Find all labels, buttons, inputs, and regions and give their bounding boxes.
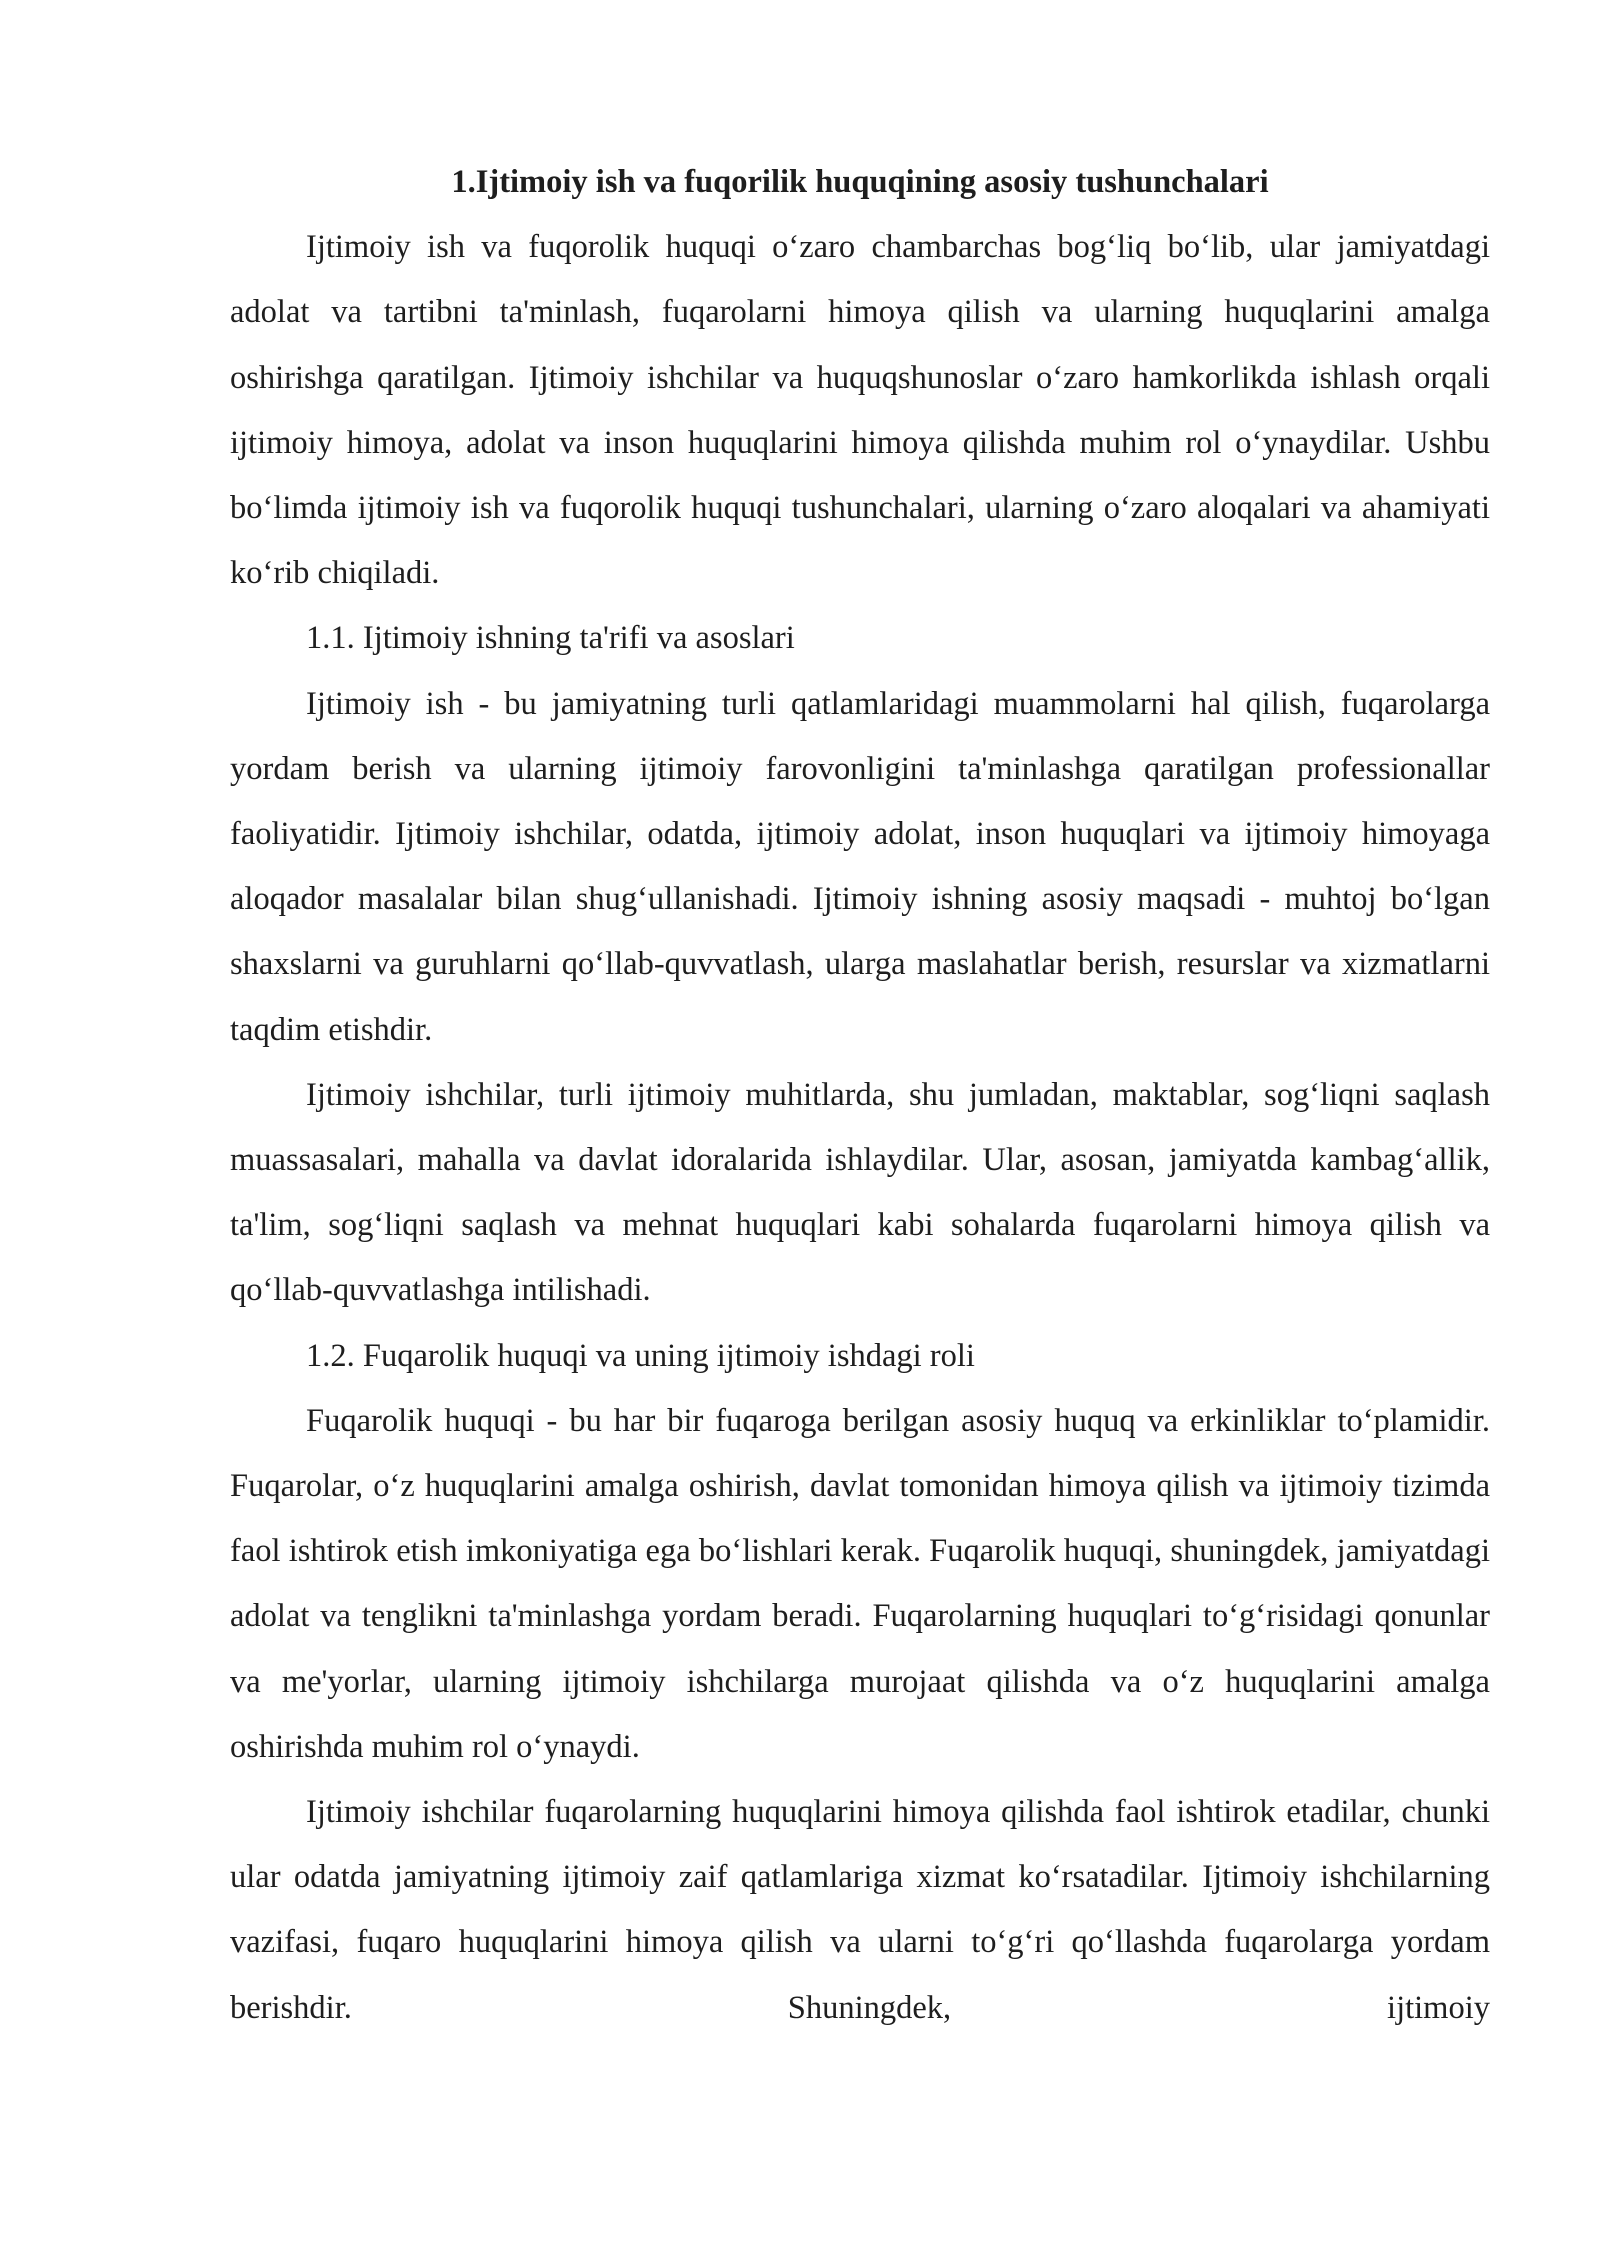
section-1-2-paragraph-1: Fuqarolik huquqi - bu har bir fuqaroga berilgan asosiy huquq va erkinliklar to‘plamidir. Fuqarolar, o‘z huquqlarini amalga oshirish, davlat tomonidan himoya qilish va ijtimoiy tizimda faol ishtirok etish imkoniyatiga ega bo‘lishlari kerak. Fuqarolik huquqi, shuningdek, jamiyatdagi adolat va tenglikni ta'minlashga yordam beradi. Fuqarolarning huquqlari to‘g‘risidagi qonunlar va me'yorlar, ularning ijtimoiy ishchilarga murojaat qilishda va o‘z huquqlarini amalga oshirishda muhim rol o‘ynaydi. — [230, 1402, 1490, 1765]
section-1-1-paragraph-1: Ijtimoiy ish - bu jamiyatning turli qatlamlaridagi muammolarni hal qilish, fuqarolarga yordam berish va ularning ijtimoiy farovonligini ta'minlashga qaratilgan professionallar faoliyatidir. Ijtimoiy ishchilar, odatda, ijtimoiy adolat, inson huquqlari va ijtimoiy himoyaga aloqador masalalar bilan shug‘ullanishadi. Ijtimoiy ishning asosiy maqsadi - muhtoj bo‘lgan shaxslarni va guruhlarni qo‘llab-quvvatlash, ularga maslahatlar berish, resurslar va xizmatlarni taqdim etishdir. — [230, 685, 1490, 1048]
page-content — [230, 150, 1490, 2041]
section-1-2-heading: 1.2. Fuqarolik huquqi va uning ijtimoiy ishdagi roli — [306, 1337, 975, 1374]
section-1-2-paragraph-2: Ijtimoiy ishchilar fuqarolarning huquqlarini himoya qilishda faol ishtirok etadilar, chunki ular odatda jamiyatning ijtimoiy zaif qatlamlariga xizmat ko‘rsatadilar. Ijtimoiy ishchilarning vazifasi, fuqaro huquqlarini himoya qilish va ularni to‘g‘ri qo‘llashda fuqarolarga yordam berishdir. Shuningdek, ijtimoiy — [230, 1794, 1490, 2026]
intro-paragraph: Ijtimoiy ish va fuqorolik huquqi o‘zaro chambarchas bog‘liq bo‘lib, ular jamiyatdagi adolat va tartibni ta'minlash, fuqarolarni himoya qilish va ularning huquqlarini amalga oshirishga qaratilgan. Ijtimoiy ishchilar va huquqshunoslar o‘zaro hamkorlikda ishlash orqali ijtimoiy himoya, adolat va inson huquqlarini himoya qilishda muhim rol o‘ynaydilar. Ushbu bo‘limda ijtimoiy ish va fuqorolik huquqi tushunchalari, ularning o‘zaro aloqalari va ahamiyati ko‘rib chiqiladi. — [230, 229, 1490, 592]
section-1-1-heading: 1.1. Ijtimoiy ishning ta'rifi va asoslari — [306, 620, 795, 657]
section-1-1-paragraph-2: Ijtimoiy ishchilar, turli ijtimoiy muhitlarda, shu jumladan, maktablar, sog‘liqni saqlash muassasalari, mahalla va davlat idoralarida ishlaydilar. Ular, asosan, jamiyatda kambag‘allik, ta'lim, sog‘liqni saqlash va mehnat huquqlari kabi sohalarda fuqarolarni himoya qilish va qo‘llab-quvvatlashga intilishadi. — [230, 1076, 1490, 1309]
page-title: 1.Ijtimoiy ish va fuqorilik huquqining asosiy tushunchalari — [451, 164, 1269, 200]
